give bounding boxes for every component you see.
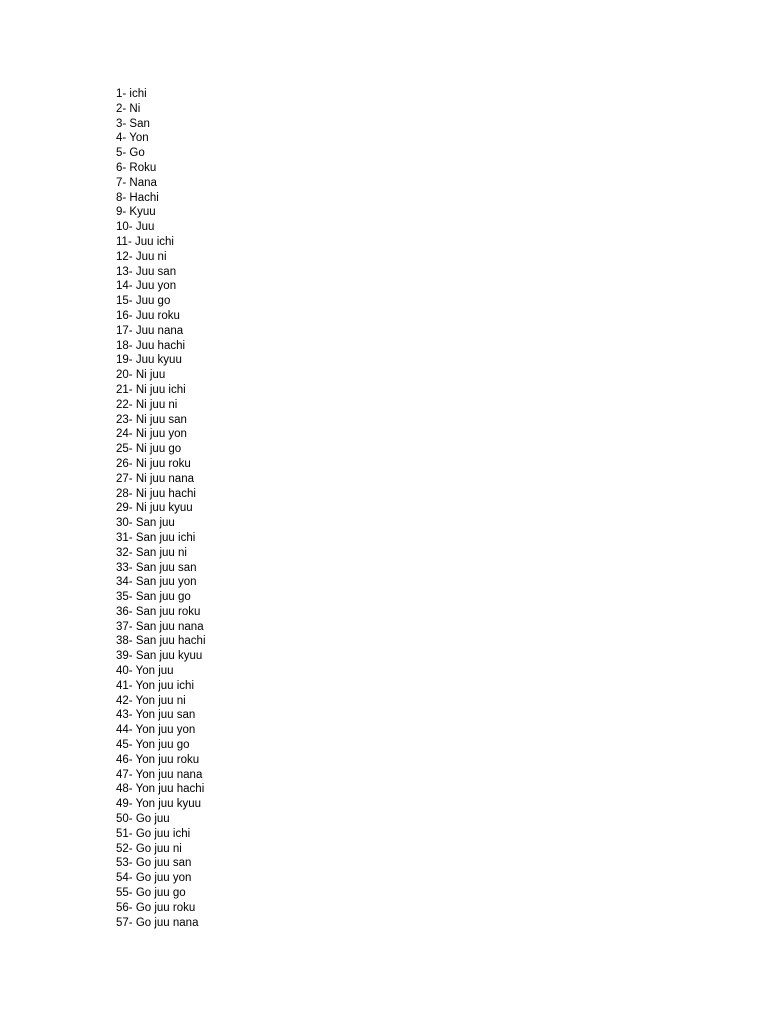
number-line: 24- Ni juu yon bbox=[116, 428, 187, 441]
number-line: 3- San bbox=[116, 117, 150, 130]
number-line: 27- Ni juu nana bbox=[116, 472, 194, 485]
number-line: 28- Ni juu hachi bbox=[116, 487, 196, 500]
number-line: 1- ichi bbox=[116, 88, 147, 100]
number-line: 11- Juu ichi bbox=[116, 235, 174, 248]
number-line: 23- Ni juu san bbox=[116, 413, 187, 426]
number-line: 7- Nana bbox=[116, 176, 157, 189]
number-line: 42- Yon juu ni bbox=[116, 694, 186, 707]
number-line: 48- Yon juu hachi bbox=[116, 783, 205, 796]
number-line: 50- Go juu bbox=[116, 813, 170, 826]
number-line: 56- Go juu roku bbox=[116, 901, 196, 914]
number-line: 39- San juu kyuu bbox=[116, 650, 203, 663]
number-line: 54- Go juu yon bbox=[116, 872, 192, 885]
number-line: 45- Yon juu go bbox=[116, 739, 190, 752]
number-line: 31- San juu ichi bbox=[116, 531, 196, 544]
number-line: 12- Juu ni bbox=[116, 250, 167, 263]
number-line: 37- San juu nana bbox=[116, 620, 204, 633]
number-line: 26- Ni juu roku bbox=[116, 457, 191, 470]
number-line: 53- Go juu san bbox=[116, 857, 192, 870]
number-line: 29- Ni juu kyuu bbox=[116, 502, 193, 515]
number-line: 40- Yon juu bbox=[116, 665, 174, 678]
number-line: 4- Yon bbox=[116, 132, 149, 145]
number-line: 43- Yon juu san bbox=[116, 709, 196, 722]
number-line: 41- Yon juu ichi bbox=[116, 679, 195, 692]
number-line: 17- Juu nana bbox=[116, 324, 184, 337]
number-line: 32- San juu ni bbox=[116, 546, 187, 559]
number-line: 52- Go juu ni bbox=[116, 842, 182, 855]
number-line: 44- Yon juu yon bbox=[116, 724, 196, 737]
number-line: 38- San juu hachi bbox=[116, 635, 206, 648]
number-line: 22- Ni juu ni bbox=[116, 398, 178, 411]
number-line: 35- San juu go bbox=[116, 591, 191, 604]
number-line: 51- Go juu ichi bbox=[116, 827, 191, 840]
number-line: 36- San juu roku bbox=[116, 605, 201, 618]
number-line: 21- Ni juu ichi bbox=[116, 383, 186, 396]
number-line: 6- Roku bbox=[116, 161, 157, 174]
number-line: 9- Kyuu bbox=[116, 206, 156, 219]
number-line: 2- Ni bbox=[116, 102, 141, 115]
number-line: 47- Yon juu nana bbox=[116, 768, 203, 781]
number-line: 5- Go bbox=[116, 147, 145, 160]
number-line: 55- Go juu go bbox=[116, 887, 186, 900]
number-line: 8- Hachi bbox=[116, 191, 159, 204]
number-line: 16- Juu roku bbox=[116, 309, 180, 322]
number-line: 13- Juu san bbox=[116, 265, 177, 278]
number-line: 15- Juu go bbox=[116, 295, 171, 308]
number-list bbox=[116, 87, 206, 930]
number-line: 57- Go juu nana bbox=[116, 916, 199, 929]
number-line: 46- Yon juu roku bbox=[116, 753, 200, 766]
number-line: 33- San juu san bbox=[116, 561, 197, 574]
number-line: 19- Juu kyuu bbox=[116, 354, 182, 367]
number-line: 20- Ni juu bbox=[116, 369, 166, 382]
number-line: 18- Juu hachi bbox=[116, 339, 186, 352]
number-line: 14- Juu yon bbox=[116, 280, 177, 293]
number-line: 49- Yon juu kyuu bbox=[116, 798, 202, 811]
number-line: 34- San juu yon bbox=[116, 576, 197, 589]
number-line: 25- Ni juu go bbox=[116, 443, 182, 456]
number-line: 30- San juu bbox=[116, 517, 175, 530]
number-line: 10- Juu bbox=[116, 221, 155, 234]
